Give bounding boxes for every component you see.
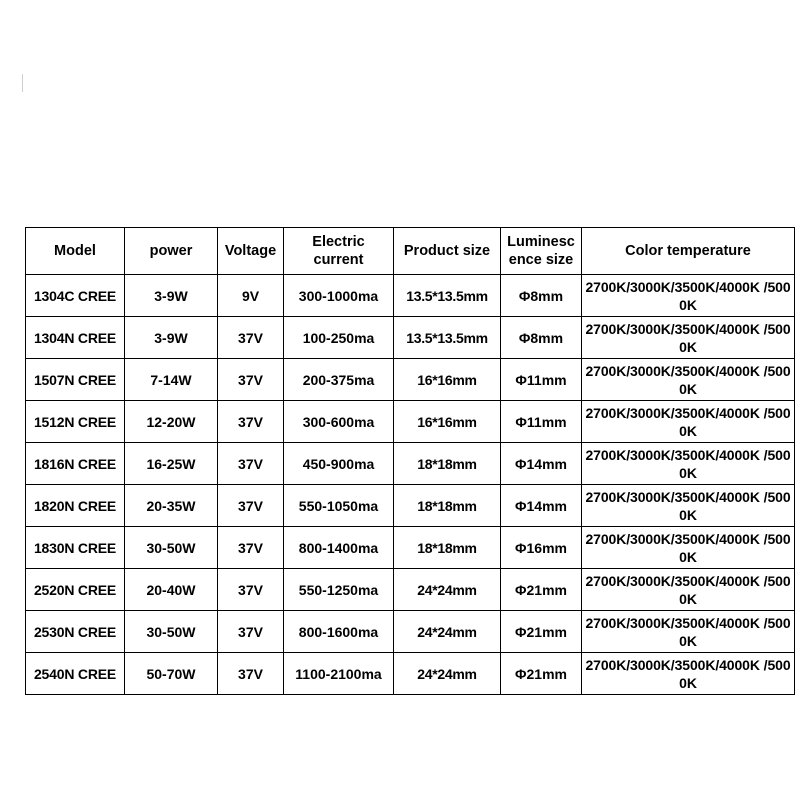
cell-product-size: 16*16mm [394, 359, 501, 401]
cell-voltage: 37V [218, 527, 284, 569]
cell-model: 1507N CREE [26, 359, 125, 401]
cell-color-temperature: 2700K/3000K/3500K/4000K /5000K [582, 653, 795, 695]
cell-luminescence-size: Φ21mm [501, 569, 582, 611]
cell-power: 12-20W [125, 401, 218, 443]
table-row [26, 317, 795, 359]
cell-color-temperature: 2700K/3000K/3500K/4000K /5000K [582, 611, 795, 653]
cell-model: 1512N CREE [26, 401, 125, 443]
cell-voltage: 37V [218, 485, 284, 527]
cell-model: 1816N CREE [26, 443, 125, 485]
cell-color-temperature: 2700K/3000K/3500K/4000K /5000K [582, 317, 795, 359]
cell-power: 16-25W [125, 443, 218, 485]
cell-color-temperature: 2700K/3000K/3500K/4000K /5000K [582, 569, 795, 611]
cell-power: 7-14W [125, 359, 218, 401]
table-row [26, 443, 795, 485]
cell-electric-current: 550-1050ma [284, 485, 394, 527]
table-row [26, 569, 795, 611]
cell-color-temperature: 2700K/3000K/3500K/4000K /5000K [582, 485, 795, 527]
cell-luminescence-size: Φ14mm [501, 485, 582, 527]
cell-voltage: 37V [218, 401, 284, 443]
cell-power: 20-40W [125, 569, 218, 611]
header-luminescence-size-line1: Luminesc [507, 234, 575, 250]
cell-voltage: 9V [218, 275, 284, 317]
table-row [26, 275, 795, 317]
cell-voltage: 37V [218, 317, 284, 359]
cell-power: 30-50W [125, 527, 218, 569]
cell-luminescence-size: Φ8mm [501, 275, 582, 317]
header-luminescence-size [501, 228, 582, 275]
cell-voltage: 37V [218, 653, 284, 695]
cell-electric-current: 300-1000ma [284, 275, 394, 317]
header-color-temperature: Color temperature [582, 228, 795, 275]
cell-product-size: 24*24mm [394, 611, 501, 653]
cell-product-size: 18*18mm [394, 527, 501, 569]
table-row [26, 527, 795, 569]
table-row [26, 653, 795, 695]
cell-product-size: 13.5*13.5mm [394, 275, 501, 317]
cell-product-size: 18*18mm [394, 443, 501, 485]
cell-luminescence-size: Φ11mm [501, 359, 582, 401]
cell-product-size: 24*24mm [394, 569, 501, 611]
cell-electric-current: 800-1400ma [284, 527, 394, 569]
cell-luminescence-size: Φ14mm [501, 443, 582, 485]
cell-model: 1304C CREE [26, 275, 125, 317]
cell-model: 2540N CREE [26, 653, 125, 695]
cell-power: 3-9W [125, 317, 218, 359]
cell-color-temperature: 2700K/3000K/3500K/4000K /5000K [582, 527, 795, 569]
header-row [26, 228, 795, 275]
cell-electric-current: 200-375ma [284, 359, 394, 401]
cell-model: 2530N CREE [26, 611, 125, 653]
cell-product-size: 24*24mm [394, 653, 501, 695]
header-electric-current-line2: current [313, 252, 364, 268]
header-electric-current-line1: Electric [312, 234, 365, 250]
cell-color-temperature: 2700K/3000K/3500K/4000K /5000K [582, 275, 795, 317]
table-row [26, 359, 795, 401]
cell-electric-current: 550-1250ma [284, 569, 394, 611]
cell-color-temperature: 2700K/3000K/3500K/4000K /5000K [582, 359, 795, 401]
cell-model: 1830N CREE [26, 527, 125, 569]
cell-model: 1304N CREE [26, 317, 125, 359]
header-model: Model [26, 228, 125, 275]
edge-mark [22, 74, 23, 92]
cell-power: 30-50W [125, 611, 218, 653]
header-electric-current [284, 228, 394, 275]
cell-model: 2520N CREE [26, 569, 125, 611]
table-row [26, 401, 795, 443]
header-power: power [125, 228, 218, 275]
led-spec-table [25, 227, 795, 695]
table-row [26, 611, 795, 653]
cell-voltage: 37V [218, 443, 284, 485]
cell-luminescence-size: Φ21mm [501, 611, 582, 653]
header-luminescence-size-line2: ence size [508, 252, 574, 268]
cell-color-temperature: 2700K/3000K/3500K/4000K /5000K [582, 443, 795, 485]
cell-color-temperature: 2700K/3000K/3500K/4000K /5000K [582, 401, 795, 443]
header-product-size: Product size [394, 228, 501, 275]
cell-product-size: 13.5*13.5mm [394, 317, 501, 359]
cell-electric-current: 450-900ma [284, 443, 394, 485]
cell-power: 3-9W [125, 275, 218, 317]
header-voltage: Voltage [218, 228, 284, 275]
cell-model: 1820N CREE [26, 485, 125, 527]
cell-luminescence-size: Φ11mm [501, 401, 582, 443]
cell-electric-current: 100-250ma [284, 317, 394, 359]
cell-voltage: 37V [218, 569, 284, 611]
cell-luminescence-size: Φ16mm [501, 527, 582, 569]
cell-electric-current: 1100-2100ma [284, 653, 394, 695]
cell-electric-current: 300-600ma [284, 401, 394, 443]
cell-electric-current: 800-1600ma [284, 611, 394, 653]
cell-product-size: 16*16mm [394, 401, 501, 443]
cell-voltage: 37V [218, 359, 284, 401]
cell-power: 50-70W [125, 653, 218, 695]
table-row [26, 485, 795, 527]
cell-luminescence-size: Φ21mm [501, 653, 582, 695]
cell-power: 20-35W [125, 485, 218, 527]
cell-luminescence-size: Φ8mm [501, 317, 582, 359]
cell-voltage: 37V [218, 611, 284, 653]
cell-product-size: 18*18mm [394, 485, 501, 527]
